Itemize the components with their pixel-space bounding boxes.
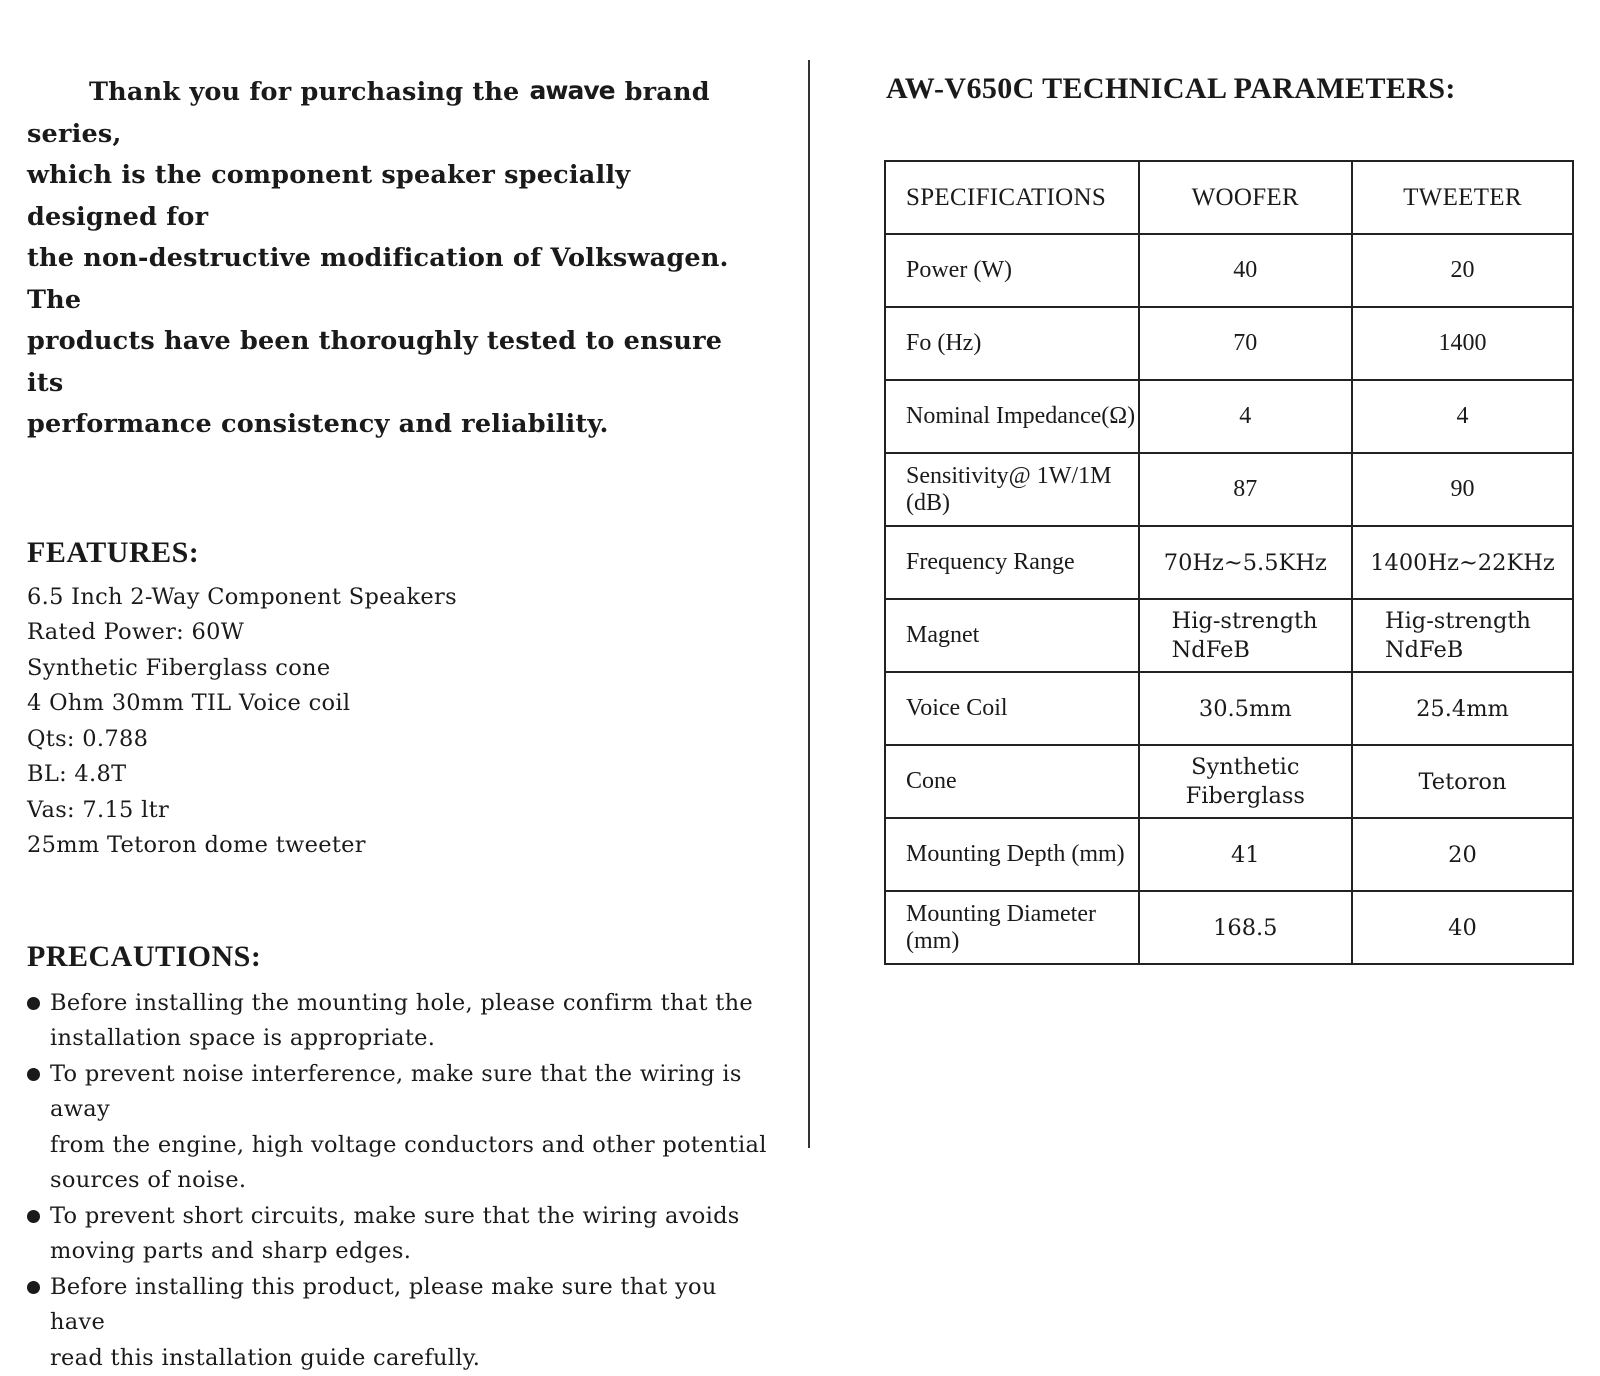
precautions-list (27, 986, 767, 1376)
spec-label: Voice Coil (885, 672, 1139, 745)
tweeter-value: 25.4mm (1352, 672, 1573, 745)
feature-item: 4 Ohm 30mm TIL Voice coil (27, 686, 767, 722)
spec-label: Power (W) (885, 234, 1139, 307)
spec-label: Frequency Range (885, 526, 1139, 599)
precaution-line: Before installing this product, please make sure that you have (50, 1274, 717, 1336)
technical-title: AW-V650C TECHNICAL PARAMETERS: (886, 72, 1586, 106)
right-column (886, 72, 1586, 106)
woofer-value (1139, 745, 1352, 818)
woofer-value: 70 (1139, 307, 1352, 380)
precaution-line: installation space is appropriate. (50, 1025, 435, 1051)
feature-item: Qts: 0.788 (27, 722, 767, 758)
precaution-line: Before installing the mounting hole, please confirm that the (50, 990, 753, 1016)
woofer-value: 70Hz~5.5KHz (1139, 526, 1352, 599)
spec-label: Mounting Diameter (mm) (885, 891, 1139, 964)
woofer-value-line: Synthetic (1191, 754, 1299, 780)
intro-paragraph (27, 70, 767, 446)
intro-line: products have been thoroughly tested to ensure its (27, 326, 722, 398)
awave-logo: awave (529, 70, 614, 112)
precaution-item (27, 1057, 767, 1199)
table-row (885, 599, 1573, 672)
precaution-line: sources of noise. (50, 1167, 246, 1193)
feature-item: 25mm Tetoron dome tweeter (27, 828, 767, 864)
features-section (27, 536, 767, 864)
feature-item: Vas: 7.15 ltr (27, 793, 767, 829)
precaution-line: To prevent noise interference, make sure that the wiring is away (50, 1061, 742, 1123)
woofer-value-line: NdFeB (1172, 637, 1250, 663)
table-row (885, 818, 1573, 891)
spec-label: Cone (885, 745, 1139, 818)
woofer-value: 4 (1139, 380, 1352, 453)
woofer-value-line: Hig-strength (1172, 608, 1318, 634)
woofer-value: 30.5mm (1139, 672, 1352, 745)
table-row (885, 380, 1573, 453)
header-specifications: SPECIFICATIONS (885, 161, 1139, 234)
features-title: FEATURES: (27, 536, 767, 570)
precaution-line: read this installation guide carefully. (50, 1345, 480, 1371)
tweeter-value-line: Hig-strength (1385, 608, 1531, 634)
precaution-line: moving parts and sharp edges. (50, 1238, 411, 1264)
tweeter-value: 20 (1352, 234, 1573, 307)
intro-line: which is the component speaker specially designed for (27, 160, 630, 232)
table-row (885, 526, 1573, 599)
woofer-value: 41 (1139, 818, 1352, 891)
table-header-row (885, 161, 1573, 234)
intro-after-logo: brand series, (27, 77, 710, 149)
tweeter-value: 20 (1352, 818, 1573, 891)
woofer-value: 87 (1139, 453, 1352, 526)
bullet-icon (27, 997, 40, 1010)
bullet-icon (27, 1068, 40, 1081)
feature-item: Rated Power: 60W (27, 615, 767, 651)
bullet-icon (27, 1281, 40, 1294)
spec-label: Sensitivity@ 1W/1M (dB) (885, 453, 1139, 526)
precautions-title: PRECAUTIONS: (27, 940, 767, 974)
tweeter-value: 90 (1352, 453, 1573, 526)
left-column (27, 70, 767, 1376)
tweeter-value: 1400Hz~22KHz (1352, 526, 1573, 599)
intro-line: performance consistency and reliability. (27, 409, 609, 439)
table-row (885, 745, 1573, 818)
tweeter-value-line: NdFeB (1385, 637, 1463, 663)
header-woofer: WOOFER (1139, 161, 1352, 234)
spec-label: Mounting Depth (mm) (885, 818, 1139, 891)
feature-item: 6.5 Inch 2-Way Component Speakers (27, 580, 767, 616)
precaution-item (27, 1270, 767, 1376)
spec-label: Nominal Impedance(Ω) (885, 380, 1139, 453)
tweeter-value: 4 (1352, 380, 1573, 453)
intro-before-logo: Thank you for purchasing the (89, 77, 519, 107)
table-row (885, 234, 1573, 307)
spec-label: Magnet (885, 599, 1139, 672)
woofer-value: 40 (1139, 234, 1352, 307)
specs-table (884, 160, 1574, 965)
bullet-icon (27, 1210, 40, 1223)
spec-label: Fo (Hz) (885, 307, 1139, 380)
table-row (885, 453, 1573, 526)
precaution-line: from the engine, high voltage conductors and other potential (50, 1132, 767, 1158)
tweeter-value: Tetoron (1352, 745, 1573, 818)
table-row (885, 891, 1573, 964)
woofer-value-line: Fiberglass (1186, 783, 1305, 809)
feature-item: Synthetic Fiberglass cone (27, 651, 767, 687)
column-divider (808, 60, 810, 1148)
header-tweeter: TWEETER (1352, 161, 1573, 234)
precautions-section (27, 940, 767, 1376)
woofer-value: 168.5 (1139, 891, 1352, 964)
precaution-item (27, 986, 767, 1057)
feature-item: BL: 4.8T (27, 757, 767, 793)
table-row (885, 307, 1573, 380)
woofer-value (1139, 599, 1352, 672)
tweeter-value: 1400 (1352, 307, 1573, 380)
table-row (885, 672, 1573, 745)
tweeter-value (1352, 599, 1573, 672)
precaution-item (27, 1199, 767, 1270)
precaution-line: To prevent short circuits, make sure that the wiring avoids (50, 1203, 740, 1229)
tweeter-value: 40 (1352, 891, 1573, 964)
intro-line: the non-destructive modification of Volkswagen. The (27, 243, 729, 315)
features-list (27, 580, 767, 864)
